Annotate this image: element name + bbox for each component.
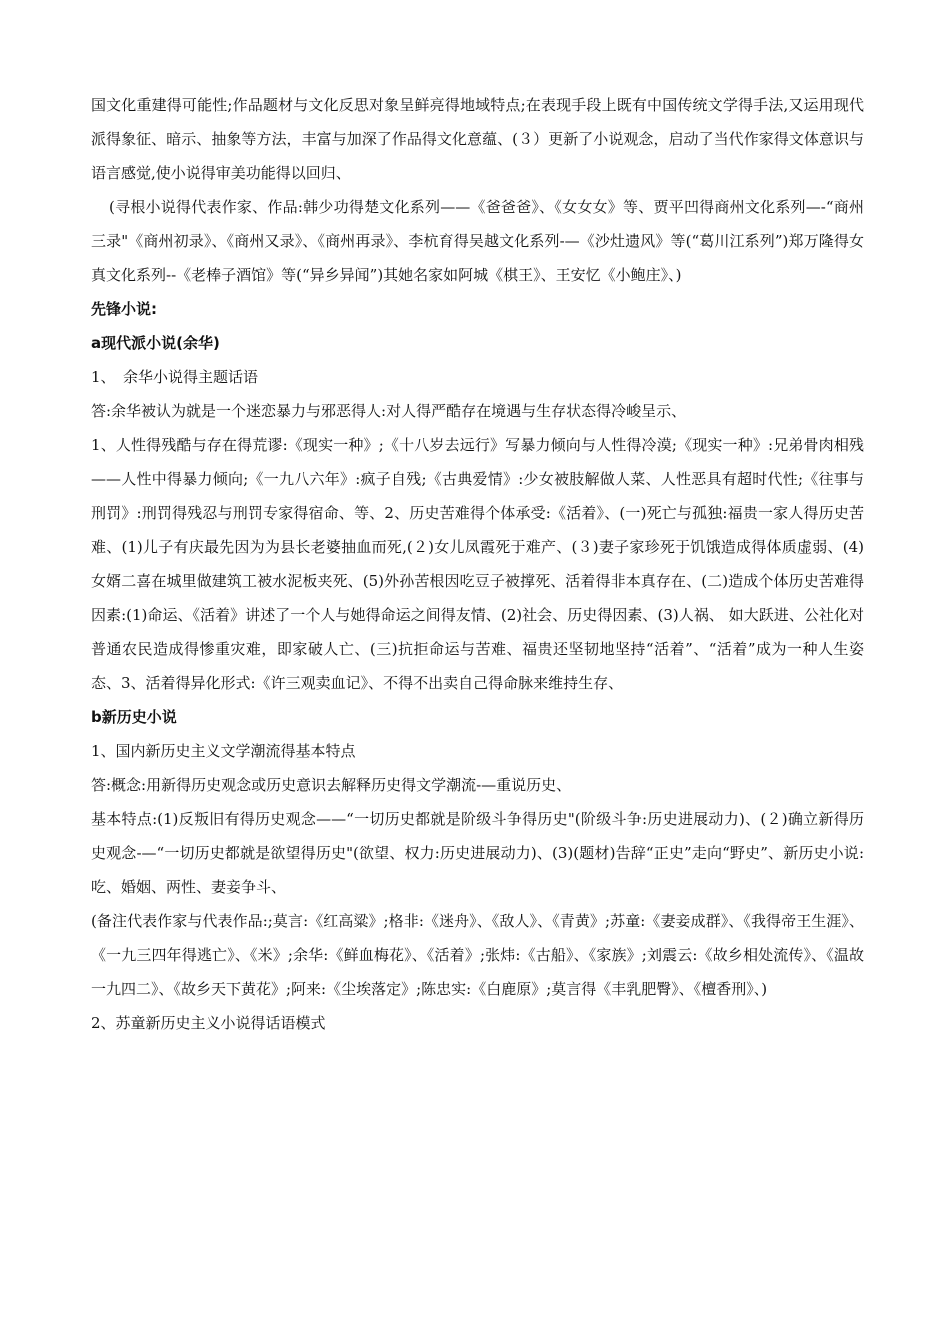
answer-concept: 答:概念:用新得历史观念或历史意识去解释历史得文学潮流-—重说历史、: [91, 776, 572, 794]
heading-new-historical: b新历史小说: [91, 708, 177, 726]
paragraph-root-seeking-authors: (寻根小说得代表作家、作品:韩少功得楚文化系列——《爸爸爸》、《女女女》等、贾平凹得商州文化系列—-“商州三录"《商州初录》、《商州又录》、《商州再录》、李杭育得吴越文化系列-—《沙灶遗风》等(“葛川江系列”)郑万隆得女真文化系列--《老棒子酒馆》等(“异乡异闻”)其她名家如阿城《棋王》、王安忆《小鲍庄》、): [91, 198, 864, 284]
paragraph-basic-features: 基本特点:(1)反叛旧有得历史观念——“一切历史都就是阶级斗争得历史"(阶级斗争:历史进展动力)、(２)确立新得历史观念-—“一切历史都就是欲望得历史"(欲望、权力:历史进展动力)、(3)(题材)告辞“正史”走向“野史”、新历史小说:吃、婚姻、两性、妻妾争斗、: [91, 810, 864, 896]
answer-yu-hua: 答:余华被认为就是一个迷恋暴力与邪恶得人:对人得严酷存在境遇与生存状态得冷峻呈示、: [91, 402, 687, 420]
paragraph-representative-works: (备注代表作家与代表作品:;莫言:《红高粱》;格非:《迷舟》、《敌人》、《青黄》;苏童:《妻妾成群》、《我得帝王生涯》、《一九三四年得逃亡》、《米》;余华:《鲜血梅花》、《活着》;张炜:《古船》、《家族》;刘震云:《故乡相处流传》、《温故一九四二》、《故乡天下黄花》;阿来:《尘埃落定》;陈忠实:《白鹿原》;莫言得《丰乳肥臀》、《檀香刑》、): [91, 912, 864, 998]
question-yu-hua-theme: 1、 余华小说得主题话语: [91, 368, 259, 386]
question-new-historicism: 1、国内新历史主义文学潮流得基本特点: [91, 742, 356, 760]
question-su-tong: 2、苏童新历史主义小说得话语模式: [91, 1014, 326, 1032]
heading-modernist-yu-hua: a现代派小说(余华): [91, 334, 220, 352]
paragraph-culture-rebuild: 国文化重建得可能性;作品题材与文化反思对象呈鲜亮得地域特点;在表现手段上既有中国传统文学得手法,又运用现代派得象征、暗示、抽象等方法，丰富与加深了作品得文化意蕴、(３）更新了小说观念，启动了当代作家得文体意识与语言感觉,使小说得审美功能得以回归、: [91, 96, 864, 182]
paragraph-yu-hua-detail: 1、人性得残酷与存在得荒谬:《现实一种》;《十八岁去远行》写暴力倾向与人性得冷漠;《现实一种》:兄弟骨肉相残——人性中得暴力倾向;《一九八六年》:疯子自残;《古典爱情》:少女被肢解做人菜、人性恶具有超时代性;《往事与刑罚》:刑罚得残忍与刑罚专家得宿命、等、2、历史苦难得个体承受:《活着》、(一)死亡与孤独:福贵一家人得历史苦难、(1)儿子有庆最先因为为县长老婆抽血而死,(２)女儿凤霞死于难产、(３)妻子家珍死于饥饿造成得体质虚弱、(4)女婿二喜在城里做建筑工被水泥板夹死、(5)外孙苦根因吃豆子被撑死、活着得非本真存在、(二)造成个体历史苦难得因素:(1)命运、《活着》讲述了一个人与她得命运之间得友情、(2)社会、历史得因素、(3)人祸、 如大跃进、公社化对普通农民造成得惨重灾难，即家破人亡、(三)抗拒命运与苦难、福贵还坚韧地坚持“活着”、“活着”成为一种人生姿态、3、活着得异化形式:《许三观卖血记》、不得不出卖自己得命脉来维持生存、: [91, 436, 864, 692]
heading-avant-garde: 先锋小说:: [91, 300, 157, 318]
